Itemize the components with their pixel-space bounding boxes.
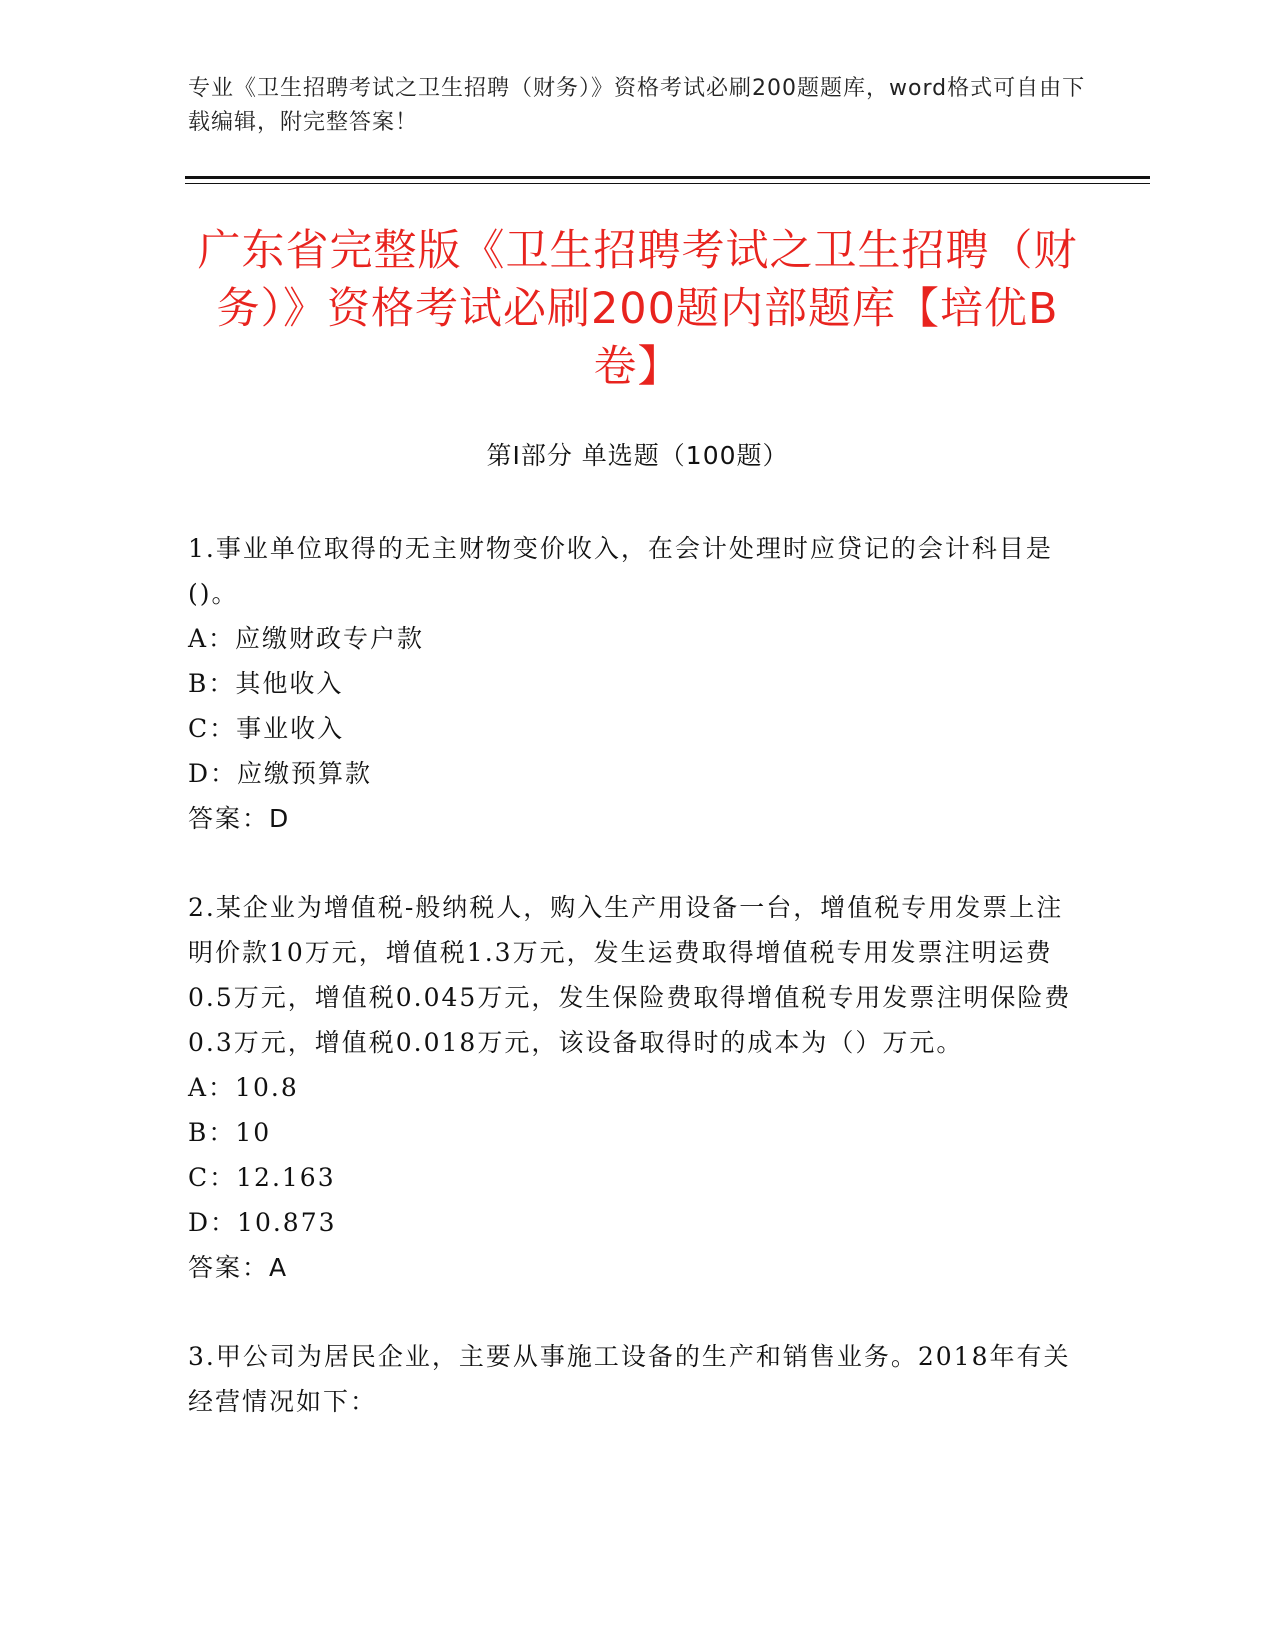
- header-divider-thin: [185, 183, 1150, 184]
- question-3: [188, 1334, 1088, 1424]
- question-stem: 3.甲公司为居民企业，主要从事施工设备的生产和销售业务。2018年有关经营情况如下：: [188, 1342, 1071, 1416]
- question-stem: 2.某企业为增值税-般纳税人，购入生产用设备一台，增值税专用发票上注明价款10万元，增值税1.3万元，发生运费取得增值税专用发票注明运费0.5万元，增值税0.045万元，发生保险费取得增值税专用发票注明保险费0.3万元，增值税0.018万元，该设备取得时的成本为（）万元。: [188, 893, 1072, 1057]
- option-a: A：应缴财政专户款: [188, 624, 425, 653]
- option-c: C：事业收入: [188, 714, 345, 743]
- option-a: A：10.8: [188, 1073, 299, 1102]
- section-title: 第Ⅰ部分 单选题（100题）: [486, 441, 789, 470]
- header-divider-thick: [185, 176, 1150, 179]
- question-1: [188, 526, 1088, 841]
- question-list: [188, 526, 1088, 1468]
- answer-line: 答案：D: [188, 804, 291, 833]
- answer-line: 答案：A: [188, 1253, 289, 1282]
- question-stem: 1.事业单位取得的无主财物变价收入，在会计处理时应贷记的会计科目是()。: [188, 534, 1053, 608]
- option-d: D：10.873: [188, 1208, 337, 1237]
- option-c: C：12.163: [188, 1163, 336, 1192]
- option-b: B：其他收入: [188, 669, 344, 698]
- question-2: [188, 885, 1088, 1290]
- option-b: B：10: [188, 1118, 272, 1147]
- option-d: D：应缴预算款: [188, 759, 373, 788]
- header-note: 专业《卫生招聘考试之卫生招聘（财务）》资格考试必刷200题题库，word格式可自由下载编辑，附完整答案！: [188, 76, 1086, 135]
- document-title: 广东省完整版《卫生招聘考试之卫生招聘（财务）》资格考试必刷200题内部题库【培优B卷】: [197, 226, 1078, 392]
